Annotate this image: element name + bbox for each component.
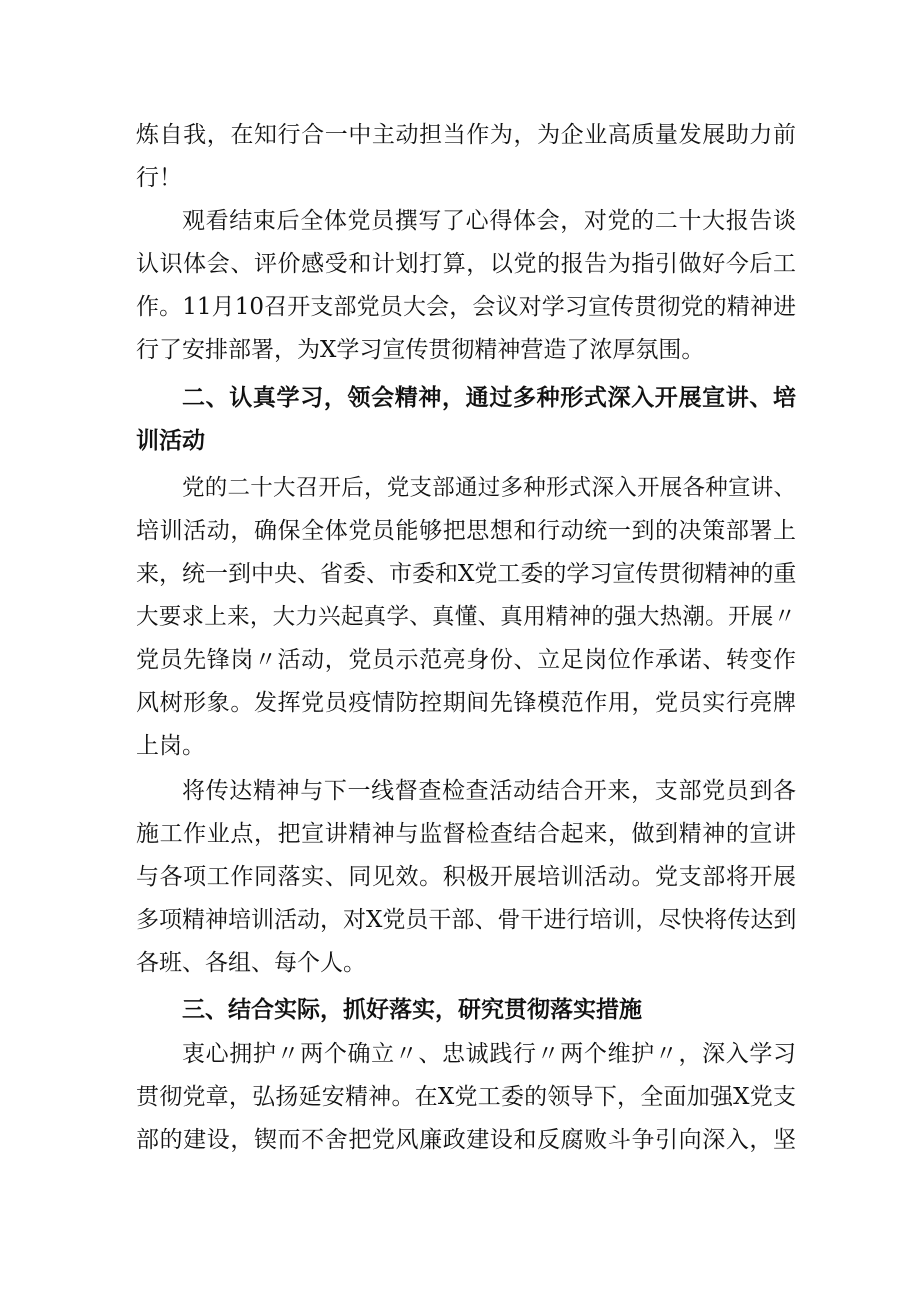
paragraph-line: 行了安排部署，为X学习宣传贯彻精神营造了浓厚氛围。	[136, 337, 705, 363]
paragraph-line: 多项精神培训活动，对X党员干部、骨干进行培训，尽快将传达到	[136, 907, 797, 933]
section-heading: 二、认真学习，领会精神，通过多种形式深入开展宣讲、培	[182, 385, 796, 411]
paragraph-line: 大要求上来，大力兴起真学、真懂、真用精神的强大热潮。开展〃	[136, 604, 796, 630]
paragraph-line: 与各项工作同落实、同见效。积极开展培训活动。党支部将开展	[136, 864, 796, 890]
paragraph-line: 培训活动，确保全体党员能够把思想和行动统一到的决策部署上	[136, 518, 796, 544]
paragraph-line: 党的二十大召开后，党支部通过多种形式深入开展各种宣讲、	[182, 475, 796, 501]
paragraph-line: 将传达精神与下一线督查检查活动结合开来，支部党员到各	[182, 778, 796, 804]
paragraph-line: 各班、各组、每个人。	[136, 950, 366, 976]
paragraph-line: 施工作业点，把宣讲精神与监督检查结合起来，做到精神的宣讲	[136, 821, 796, 847]
paragraph-line: 风树形象。发挥党员疫情防控期间先锋模范作用，党员实行亮牌	[136, 690, 796, 716]
paragraph-line: 衷心拥护〃两个确立〃、忠诚践行〃两个维护〃，深入学习	[182, 1041, 796, 1067]
paragraph-line: 作。11月10召开支部党员大会，会议对学习宣传贯彻党的精神进	[136, 294, 796, 320]
paragraph-line: 来，统一到中央、省委、市委和X党工委的学习宣传贯彻精神的重	[136, 561, 797, 587]
paragraph-line: 认识体会、评价感受和计划打算，以党的报告为指引做好今后工	[136, 251, 796, 277]
paragraph-line: 炼自我，在知行合一中主动担当作为，为企业高质量发展助力前	[136, 122, 796, 148]
paragraph-line: 部的建设，锲而不舍把党风廉政建设和反腐败斗争引向深入，坚	[136, 1127, 796, 1153]
paragraph-line: 观看结束后全体党员撰写了心得体会，对党的二十大报告谈	[182, 208, 796, 234]
paragraph-line: 上岗。	[136, 733, 205, 759]
section-heading: 三、结合实际，抓好落实，研究贯彻落实措施	[182, 997, 642, 1023]
paragraph-line: 党员先锋岗〃活动，党员示范亮身份、立足岗位作承诺、转变作	[136, 647, 796, 673]
paragraph-line: 行！	[136, 165, 182, 191]
paragraph-line: 贯彻党章，弘扬延安精神。在X党工委的领导下，全面加强X党支	[136, 1084, 796, 1110]
section-heading: 训活动	[136, 428, 205, 454]
